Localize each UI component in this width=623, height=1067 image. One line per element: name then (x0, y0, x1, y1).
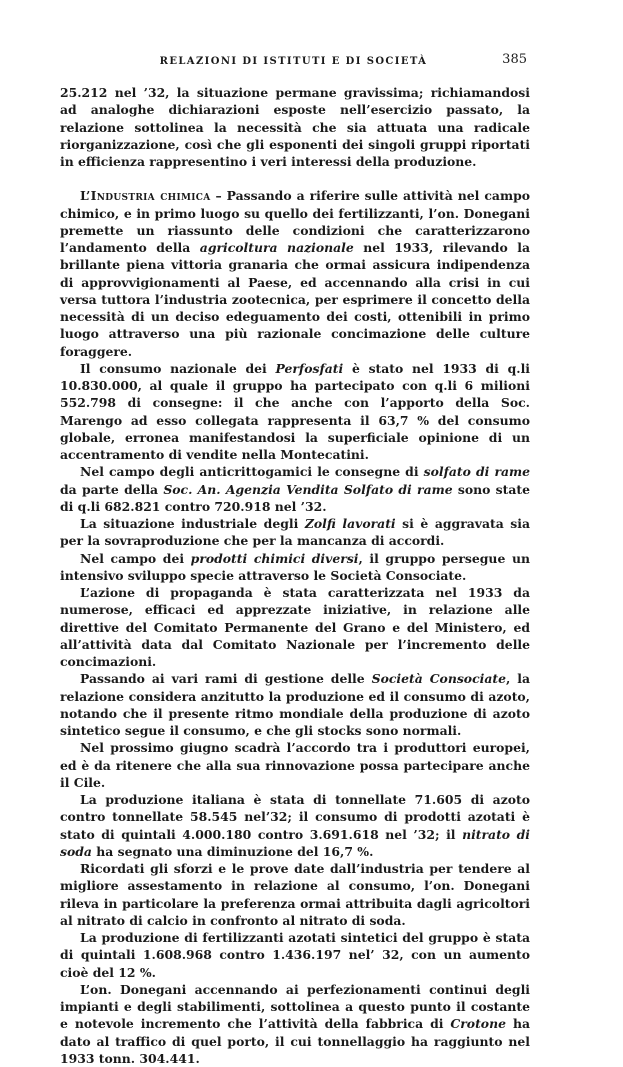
paragraph-3 (60, 360, 530, 464)
italic-run: Perfosfati (275, 360, 344, 376)
paragraph-1: 25.212 nel ’32, la situazione permane gravissima; richiamandosi ad analoghe dichiarazioni esposte nell’esercizio passato, la relazione sottolinea la necessità che sia attuata una radicale riorganizzazione, così che gli esponenti dei singoli gruppi riportati in efficienza rappresentino i veri interessi della produzione. (60, 85, 530, 169)
page-header (60, 52, 527, 70)
paragraph-4 (60, 463, 530, 515)
italic-run: Soc. An. Agenzia Vendita Solfato di rame (163, 481, 453, 497)
section-lead: L’Industria chimica (80, 188, 211, 204)
text-run: , il gruppo persegue un intensivo sviluppo specie attraverso le Società Consociate. (60, 550, 530, 583)
text-run: – Passando a riferire sulle attività nel campo chimico, e in primo luogo su quello dei fertilizzanti, l’on. Donegani premette un riassunto delle condizioni che caratterizzarono l’andamento della (60, 188, 530, 255)
italic-run: nitrato di soda (60, 826, 530, 859)
paragraph-9: Nel prossimo giugno scadrà l’accordo tra i produttori europei, ed è da ritenere che alla sua rinnovazione possa partecipare anche il Cile. (60, 740, 530, 790)
italic-run: prodotti chimici diversi (190, 550, 359, 566)
page-number: 385 (502, 52, 527, 67)
paragraph-5 (60, 515, 530, 550)
text-run: La produzione italiana è stata di tonnellate 71.605 di azoto contro tonnellate 58.545 nel’32; il consumo di prodotti azotati è stato di quintali 4.000.180 contro 3.691.618 nel ’32; il (60, 792, 530, 842)
paragraph-8 (60, 670, 530, 739)
paragraph-10 (60, 791, 530, 860)
text-run: Nel campo dei (80, 550, 191, 566)
text-run: Nel campo degli anticrittogamici le consegne di (80, 464, 424, 480)
body-text (60, 84, 530, 1067)
italic-run: solfato di rame (423, 464, 530, 480)
italic-run: Crotone (450, 1016, 506, 1032)
italic-run: Società Consociate (371, 671, 506, 687)
text-run: Il consumo nazionale dei (80, 360, 276, 376)
text-run: è stato nel 1933 di q.li 10.830.000, al quale il gruppo ha partecipato con q.li 6 milioni 552.798 di consegne: il che anche con l’apporto della Soc. Marengo ad esso collegata rappresenta il 63,7 % del consumo globale, erronea manifestandosi la superficiale opinione di un accentramento di vendite nella Montecatini. (60, 360, 530, 462)
paragraph-12: La produzione di fertilizzanti azotati sintetici del gruppo è stata di quintali 1.608.968 contro 1.436.197 nel’ 32, con un aumento cioè del 12 %. (60, 930, 530, 980)
text-run: nel 1933, rilevando la brillante piena vittoria granaria che ormai assicura indipendenza di approvvigionamenti al Paese, ed accennando alla crisi in cui versa tuttora l’industria zootecnica, per esprimere il concetto della necessità di un deciso edeguamento dei costi, ottenibili in primo luogo attraverso una più razionale concimazione delle culture foraggere. (60, 240, 530, 359)
text-run: sono state di q.li 682.821 contro 720.918 nel ’32. (60, 481, 530, 514)
paragraph-7: L’azione di propaganda è stata caratterizzata nel 1933 da numerose, efficaci ed apprezzate iniziative, in relazione alle direttive del Comitato Permanente del Grano e del Ministero, ed all’attività data dal Comitato Nazionale per l’incremento delle concimazioni. (60, 585, 530, 669)
text-run: ha dato al traffico di quel porto, il cui tonnellaggio ha raggiunto nel 1933 tonn. 304.441. (60, 1016, 530, 1066)
paragraph-6 (60, 550, 530, 585)
paragraph-2 (60, 187, 530, 360)
text-run: si è aggravata sia per la sovraproduzione che per la mancanza di accordi. (60, 516, 530, 549)
italic-run: agricoltura nazionale (199, 240, 354, 255)
paragraph-11: Ricordati gli sforzi e le prove date dall’industria per tendere al migliore assestamento in relazione al consumo, l’on. Donegani rileva in particolare la preferenza ormai attribuita dagli agricoltori al nitrato di calcio in confronto al nitrato di soda. (60, 861, 530, 928)
text-run: , la relazione considera anzitutto la produzione ed il consumo di azoto, notando che il presente ritmo mondiale della produzione di azoto sintetico segue il consumo, e che gli stocks sono normali. (60, 671, 530, 738)
text-run: da parte della (60, 481, 164, 497)
text-run: ha segnato una diminuzione del 16,7 %. (91, 843, 374, 859)
running-head: RELAZIONI DI ISTITUTI E DI SOCIETÀ (159, 56, 428, 67)
paragraph-13 (60, 981, 530, 1067)
italic-run: Zolfi lavorati (304, 516, 396, 531)
text-run: L’on. Donegani accennando ai perfezionamenti continui degli impianti e degli stabilimenti, sottolinea a questo punto il costante e notevole incremento che l’attività della fabbrica di (60, 981, 530, 1032)
text-run: Passando ai vari rami di gestione delle (80, 671, 372, 687)
text-run: La situazione industriale degli (80, 516, 305, 531)
